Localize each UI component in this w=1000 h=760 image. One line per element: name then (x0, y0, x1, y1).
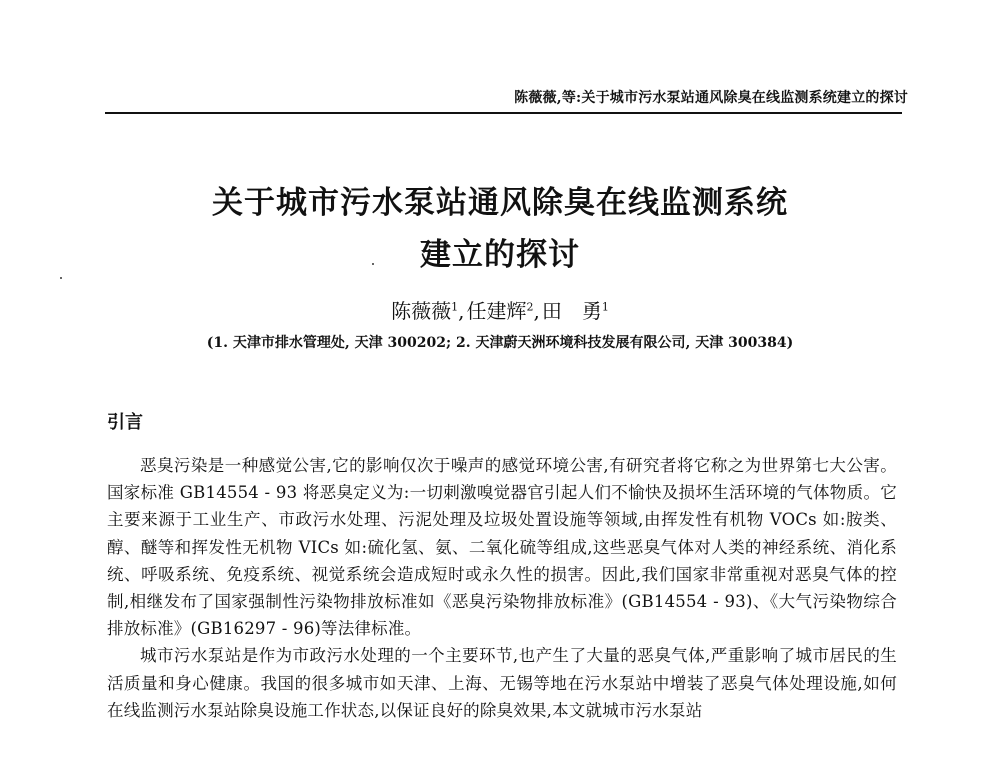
author-name: 田 勇 (541, 299, 602, 323)
header-rule (105, 112, 902, 114)
author-affiliation-mark: 1 (601, 300, 609, 314)
paragraph: 恶臭污染是一种感觉公害,它的影响仅次于噪声的感觉环境公害,有研究者将它称之为世界第七大公害。国家标准 GB14554 - 93 将恶臭定义为:一切刺激嗅觉器官引起人们不愉快及损坏生活环境的气体物质。它主要来源于工业生产、市政污水处理、污泥处理及垃圾处置设施等领域,由挥发性有机物 VOCs 如:胺类、醇、醚等和挥发性无机物 VICs 如:硫化氢、氨、二氧化硫等组成,这些恶臭气体对人类的神经系统、消化系统、呼吸系统、免疫系统、视觉系统会造成短时或永久性的损害。因此,我们国家非常重视对恶臭气体的控制,相继发布了国家强制性污染物排放标准如《恶臭污染物排放标准》(GB14554 - 93)、《大气污染物综合排放标准》(GB16297 - 96)等法律标准。 (107, 456, 897, 639)
scan-speck (60, 277, 62, 279)
paragraph: 城市污水泵站是作为市政污水处理的一个主要环节,也产生了大量的恶臭气体,严重影响了城市居民的生活质量和身心健康。我国的很多城市如天津、上海、无锡等地在污水泵站中增装了恶臭气体处理设施,如何在线监测污水泵站除臭设施工作状态,以保证良好的除臭效果,本文就城市污水泵站 (107, 646, 897, 720)
section-heading-introduction: 引言 (107, 412, 143, 433)
running-header: 陈薇薇,等:关于城市污水泵站通风除臭在线监测系统建立的探讨 (514, 90, 908, 106)
title-line-1: 关于城市污水泵站通风除臭在线监测系统 (212, 185, 788, 221)
author-affiliation-mark: 1 (451, 300, 459, 314)
body-text (107, 452, 897, 724)
author-name: 陈薇薇 (391, 299, 452, 323)
author-list (0, 295, 1000, 324)
author-name: 任建辉 (466, 299, 527, 323)
affiliation: (1. 天津市排水管理处, 天津 300202; 2. 天津蔚天洲环境科技发展有限公司, 天津 300384) (206, 335, 794, 351)
author-separator: , (458, 299, 465, 323)
author-separator: , (533, 299, 540, 323)
scan-speck (372, 263, 374, 265)
title-line-2: 建立的探讨 (420, 237, 580, 273)
author-affiliation-mark: 2 (526, 300, 534, 314)
